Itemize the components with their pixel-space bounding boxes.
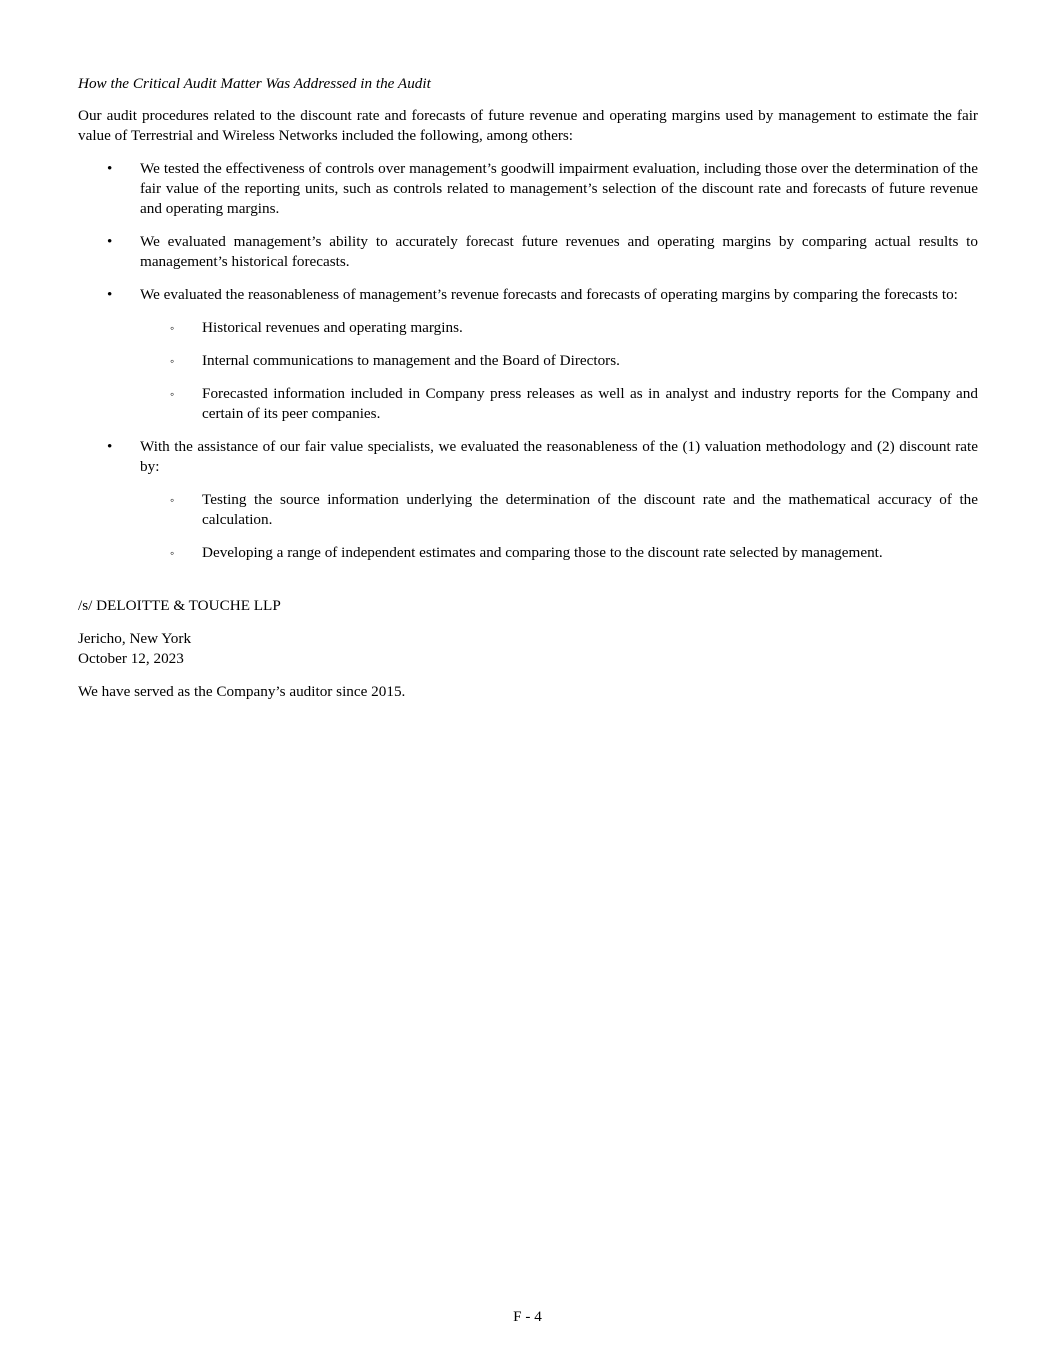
list-item xyxy=(78,285,978,424)
list-item-text: We evaluated the reasonableness of management’s revenue forecasts and forecasts of operating margins by comparing the forecasts to: xyxy=(140,286,958,303)
list-item-text: We evaluated management’s ability to accurately forecast future revenues and operating margins by comparing actual results to management’s historical forecasts. xyxy=(140,233,978,270)
sub-list-item xyxy=(140,384,978,424)
sub-list xyxy=(140,318,978,424)
section-heading: How the Critical Audit Matter Was Addressed in the Audit xyxy=(78,75,431,92)
auditor-signature: /s/ DELOITTE & TOUCHE LLP xyxy=(78,597,281,614)
list-item xyxy=(78,159,978,219)
sub-bullet-marker: ◦ xyxy=(170,546,175,560)
list-item xyxy=(78,437,978,563)
document-page xyxy=(78,74,978,702)
auditor-tenure: We have served as the Company’s auditor since 2015. xyxy=(78,683,406,700)
sub-bullet-marker: ◦ xyxy=(170,493,175,507)
list-item-text: We tested the effectiveness of controls over management’s goodwill impairment evaluation, including those over the determination of the fair value of the reporting units, such as controls related to management’s selection of the discount rate and forecasts of future revenue and operating margins. xyxy=(140,160,978,217)
sub-list-item xyxy=(140,490,978,530)
page-number: F - 4 xyxy=(513,1308,542,1325)
sub-list-item xyxy=(140,318,978,338)
sub-bullet-marker: ◦ xyxy=(170,354,175,368)
sub-list xyxy=(140,490,978,563)
bullet-marker: • xyxy=(107,233,113,250)
intro-paragraph: Our audit procedures related to the discount rate and forecasts of future revenue and operating margins used by management to estimate the fair value of Terrestrial and Wireless Networks included the following, among others: xyxy=(78,107,978,144)
signing-city: Jericho, New York xyxy=(78,630,192,647)
bullet-marker: • xyxy=(107,438,113,455)
sub-bullet-marker: ◦ xyxy=(170,387,175,401)
list-item xyxy=(78,232,978,272)
sub-bullet-marker: ◦ xyxy=(170,321,175,335)
procedures-list xyxy=(78,159,978,563)
bullet-marker: • xyxy=(107,160,113,177)
sub-list-item xyxy=(140,543,978,563)
signing-location xyxy=(78,629,978,669)
sub-list-item-text: Historical revenues and operating margins. xyxy=(202,319,463,336)
sub-list-item-text: Internal communications to management and the Board of Directors. xyxy=(202,352,620,369)
bullet-marker: • xyxy=(107,286,113,303)
sub-list-item-text: Developing a range of independent estimates and comparing those to the discount rate selected by management. xyxy=(202,544,883,561)
sub-list-item-text: Forecasted information included in Company press releases as well as in analyst and industry reports for the Company and certain of its peer companies. xyxy=(202,385,978,422)
sub-list-item xyxy=(140,351,978,371)
signing-date: October 12, 2023 xyxy=(78,650,184,667)
list-item-text: With the assistance of our fair value specialists, we evaluated the reasonableness of the (1) valuation methodology and (2) discount rate by: xyxy=(140,438,978,475)
sub-list-item-text: Testing the source information underlying the determination of the discount rate and the mathematical accuracy of the calculation. xyxy=(202,491,978,528)
